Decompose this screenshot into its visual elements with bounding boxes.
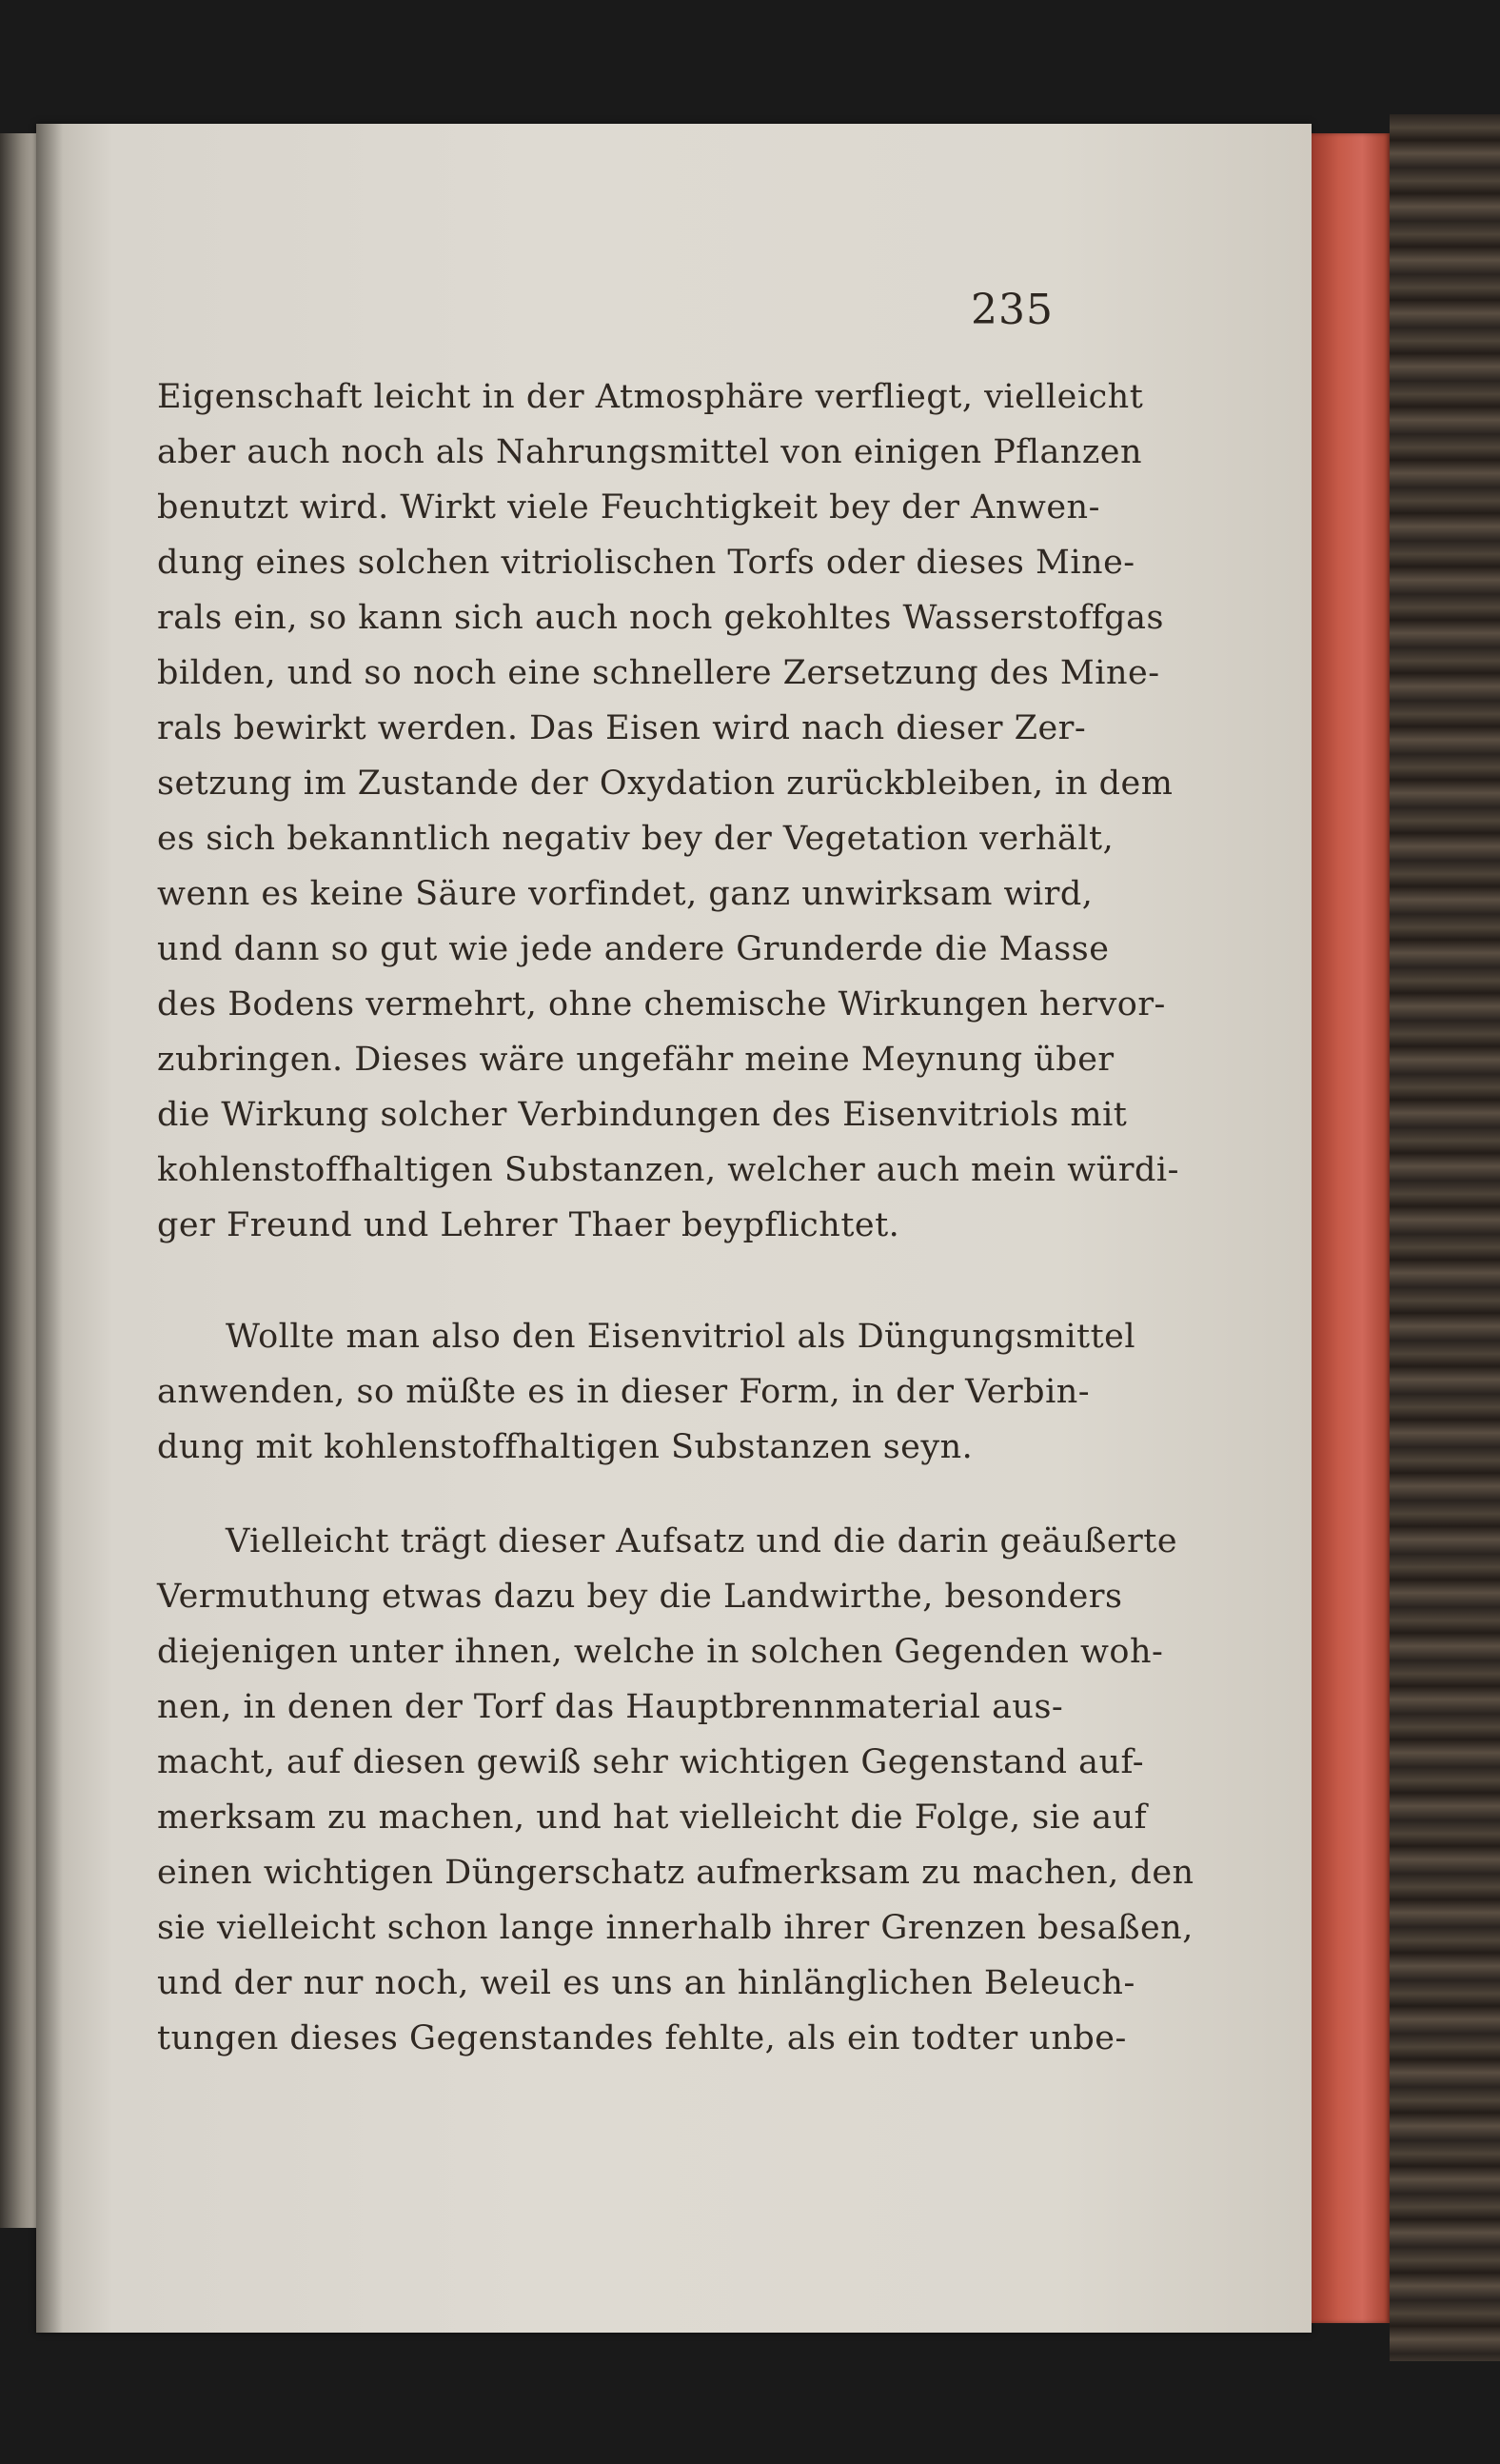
text-line: und dann so gut wie jede andere Grunderde die Masse [157,930,1110,968]
text-line: diejenigen unter ihnen, welche in solchen Gegenden woh- [157,1633,1164,1671]
text-line: ger Freund und Lehrer Thaer beypflichtet. [157,1206,900,1244]
text-line: Wollte man also den Eisenvitriol als Düngungsmittel [226,1318,1136,1356]
text-line: dung mit kohlenstoffhaltigen Substanzen seyn. [157,1428,974,1466]
text-line: merksam zu machen, und hat vielleicht die Folge, sie auf [157,1798,1148,1837]
left-page-edge [0,133,40,2228]
text-line: Vielleicht trägt dieser Aufsatz und die darin geäußerte [226,1522,1178,1560]
text-line: des Bodens vermehrt, ohne chemische Wirkungen hervor- [157,985,1166,1023]
text-line: kohlenstoffhaltigen Substanzen, welcher auch mein würdi- [157,1151,1179,1189]
text-line: nen, in denen der Torf das Hauptbrennmaterial aus- [157,1688,1064,1726]
text-line: aber auch noch als Nahrungsmittel von einigen Pflanzen [157,433,1143,471]
text-line: anwenden, so müßte es in dieser Form, in der Verbin- [157,1373,1091,1411]
page-number: 235 [971,286,1054,334]
paragraph-2 [157,1309,1136,1475]
text-line: die Wirkung solcher Verbindungen des Eisenvitriols mit [157,1096,1128,1134]
text-line: sie vielleicht schon lange innerhalb ihrer Grenzen besaßen, [157,1909,1194,1947]
red-page-edges [1312,133,1390,2323]
page-gutter-shadow [36,124,63,2333]
text-line: es sich bekanntlich negativ bey der Vegetation verhält, [157,820,1115,858]
book-cover-edge [1390,114,1500,2361]
paragraph-3 [157,1514,1194,2066]
text-line: wenn es keine Säure vorfindet, ganz unwirksam wird, [157,875,1094,913]
text-line: dung eines solchen vitriolischen Torfs oder dieses Mine- [157,544,1135,582]
text-line: Vermuthung etwas dazu bey die Landwirthe, besonders [157,1578,1123,1616]
text-line: einen wichtigen Düngerschatz aufmerksam zu machen, den [157,1854,1194,1892]
text-line: und der nur noch, weil es uns an hinlänglichen Beleuch- [157,1964,1135,2002]
text-line: setzung im Zustande der Oxydation zurückbleiben, in dem [157,765,1174,803]
text-line: macht, auf diesen gewiß sehr wichtigen Gegenstand auf- [157,1743,1145,1781]
text-line: zubringen. Dieses wäre ungefähr meine Meynung über [157,1041,1115,1079]
text-line: tungen dieses Gegenstandes fehlte, als ein todter unbe- [157,2019,1127,2057]
text-line: bilden, und so noch eine schnellere Zersetzung des Mine- [157,654,1160,692]
text-line: benutzt wird. Wirkt viele Feuchtigkeit bey der Anwen- [157,488,1100,527]
text-line: Eigenschaft leicht in der Atmosphäre verfliegt, vielleicht [157,378,1144,416]
text-line: rals ein, so kann sich auch noch gekohltes Wasserstoffgas [157,599,1164,637]
text-line: rals bewirkt werden. Das Eisen wird nach dieser Zer- [157,709,1087,747]
paragraph-1 [157,369,1179,1253]
